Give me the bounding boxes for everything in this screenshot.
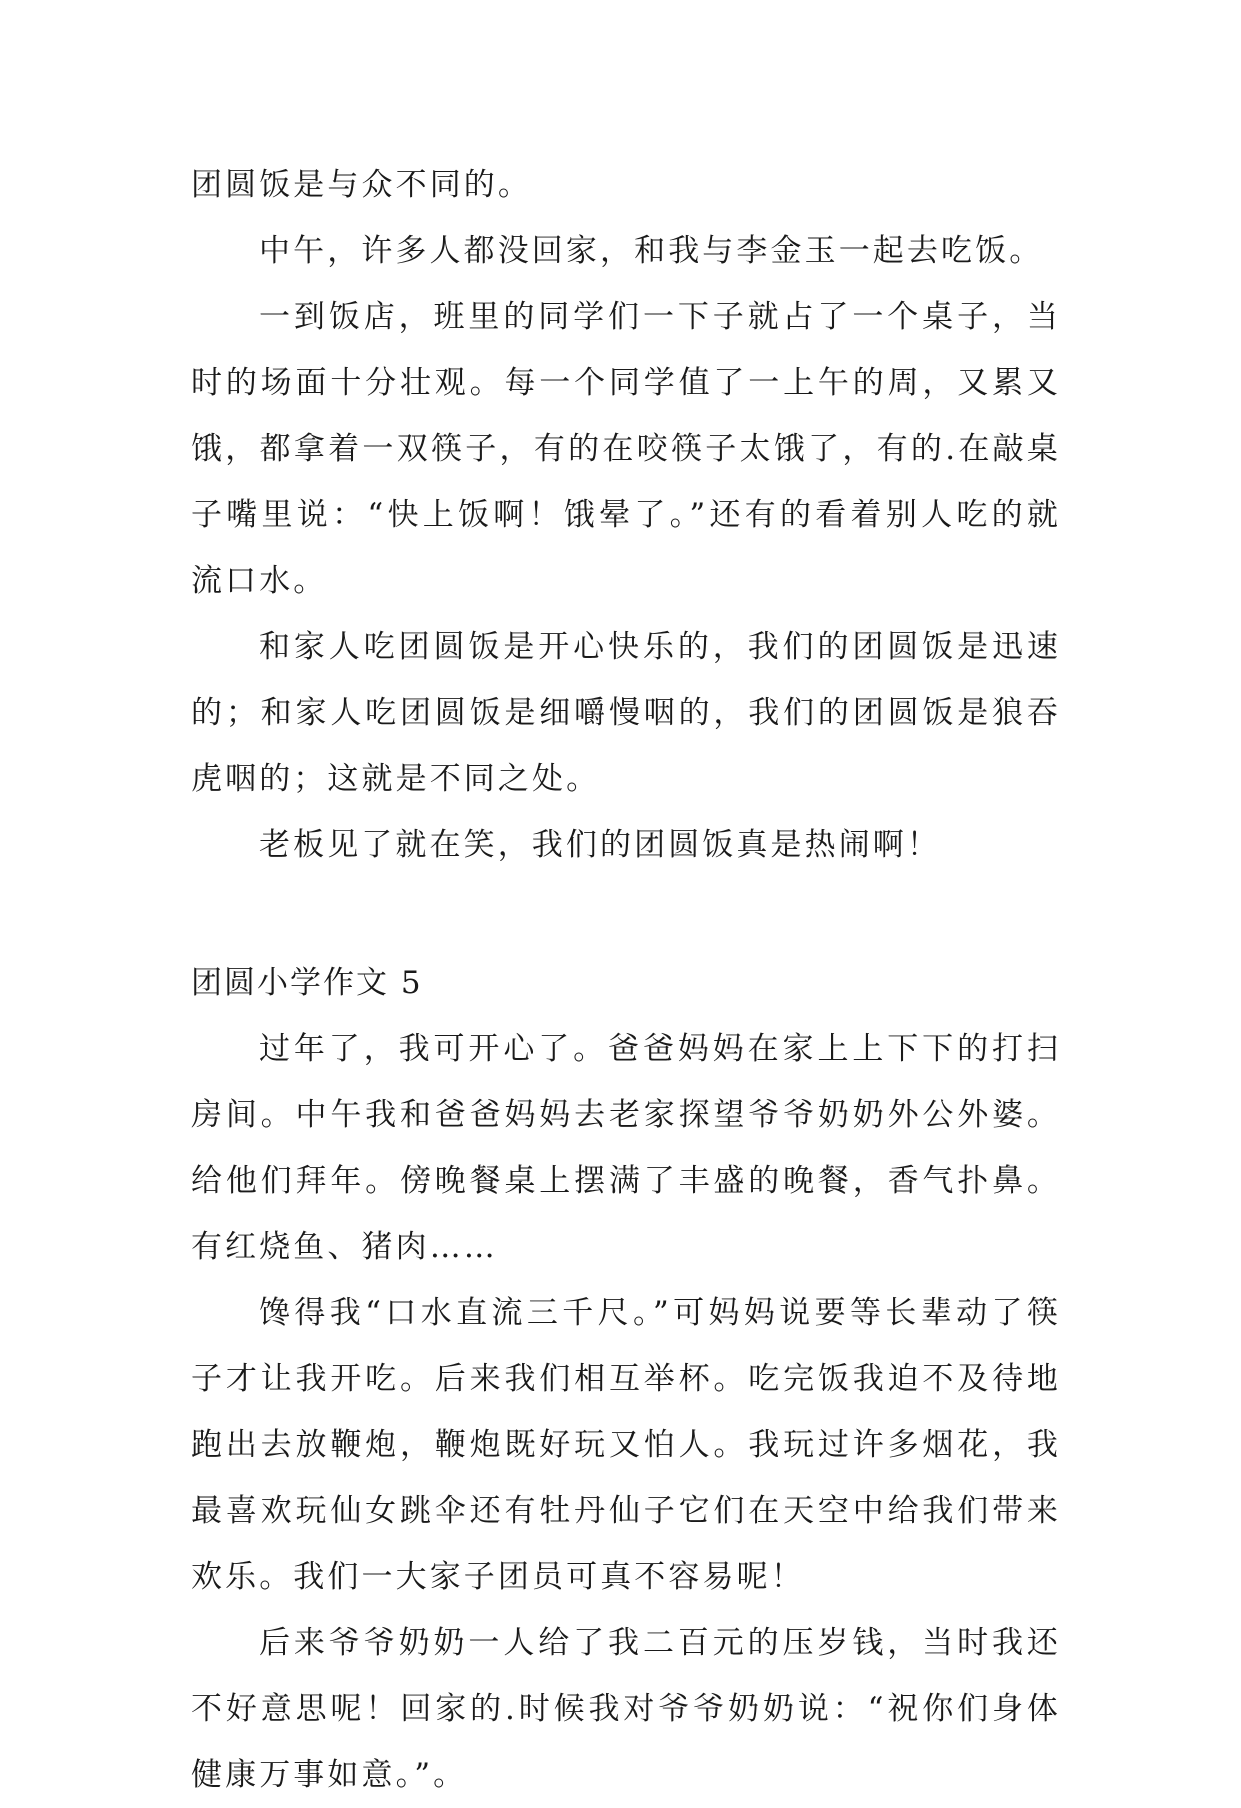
section2-paragraph-3: 后来爷爷奶奶一人给了我二百元的压岁钱，当时我还不好意思呢！回家的.时候我对爷爷奶奶说：“祝你们身体健康万事如意。”。	[191, 1625, 1061, 1793]
section2-paragraph-1: 过年了，我可开心了。爸爸妈妈在家上上下下的打扫房间。中午我和爸爸妈妈去老家探望爷爷奶奶外公外婆。给他们拜年。傍晚餐桌上摆满了丰盛的晚餐，香气扑鼻。有红烧鱼、猪肉……	[191, 1031, 1061, 1265]
section1-paragraph-1: 中午，许多人都没回家，和我与李金玉一起去吃饭。	[259, 233, 1044, 269]
section1-paragraph-2: 一到饭店，班里的同学们一下子就占了一个桌子，当时的场面十分壮观。每一个同学值了一上午的周，又累又饿，都拿着一双筷子，有的在咬筷子太饿了，有的.在敲桌子嘴里说：“快上饭啊！饿晕了。”还有的看着别人吃的就流口水。	[191, 299, 1061, 599]
section1-lead: 团圆饭是与众不同的。	[191, 167, 532, 203]
section-gap	[191, 878, 1061, 950]
document-body	[191, 152, 1061, 1808]
section1-paragraph-3: 和家人吃团圆饭是开心快乐的，我们的团圆饭是迅速的；和家人吃团圆饭是细嚼慢咽的，我们的团圆饭是狼吞虎咽的；这就是不同之处。	[191, 629, 1061, 797]
section2-title: 团圆小学作文 5	[191, 965, 423, 1001]
section2-paragraph-2: 馋得我“口水直流三千尺。”可妈妈说要等长辈动了筷子才让我开吃。后来我们相互举杯。吃完饭我迫不及待地跑出去放鞭炮，鞭炮既好玩又怕人。我玩过许多烟花，我最喜欢玩仙女跳伞还有牡丹仙子它们在天空中给我们带来欢乐。我们一大家子团员可真不容易呢！	[191, 1295, 1061, 1595]
section1-paragraph-4: 老板见了就在笑，我们的团圆饭真是热闹啊！	[259, 827, 941, 863]
